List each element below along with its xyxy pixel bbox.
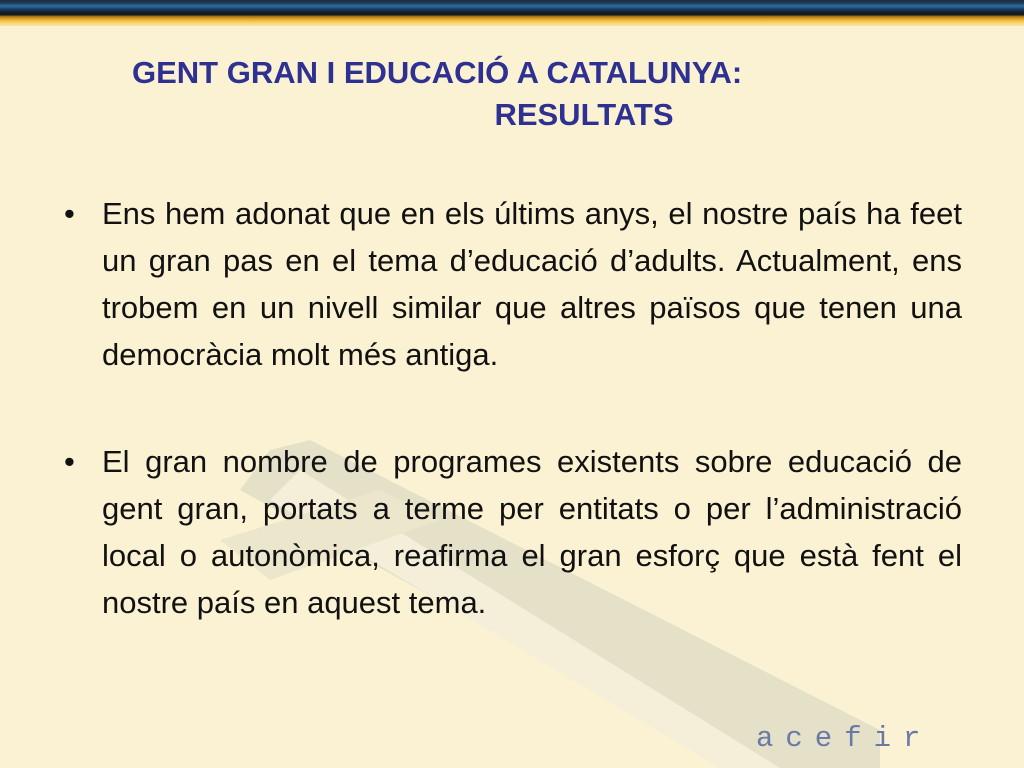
top-decorative-bar: [0, 0, 1024, 26]
bullet-marker: •: [64, 444, 75, 479]
slide-title: [100, 52, 960, 136]
bullet-item-1: [60, 190, 962, 378]
bullet-marker: •: [64, 196, 75, 231]
title-line-1: GENT GRAN I EDUCACIÓ A CATALUNYA:: [132, 55, 743, 90]
acefir-logo: acefir: [756, 722, 933, 755]
bullet-text-2: El gran nombre de programes existents sobre educació de gent gran, portats a terme per entitats o per l’administració local o autonòmica, reafirma el gran esforç que està fent el nostre país en aquest tema.: [102, 444, 962, 620]
bullet-text-1: Ens hem adonat que en els últims anys, el nostre país ha feet un gran pas en el tema d’educació d’adults. Actualment, ens trobem en un nivell similar que altres països que tenen una democràcia molt més antiga.: [102, 196, 962, 372]
bullet-item-2: [60, 438, 962, 626]
title-line-2: RESULTATS: [494, 97, 674, 132]
bullet-list: [60, 190, 962, 686]
